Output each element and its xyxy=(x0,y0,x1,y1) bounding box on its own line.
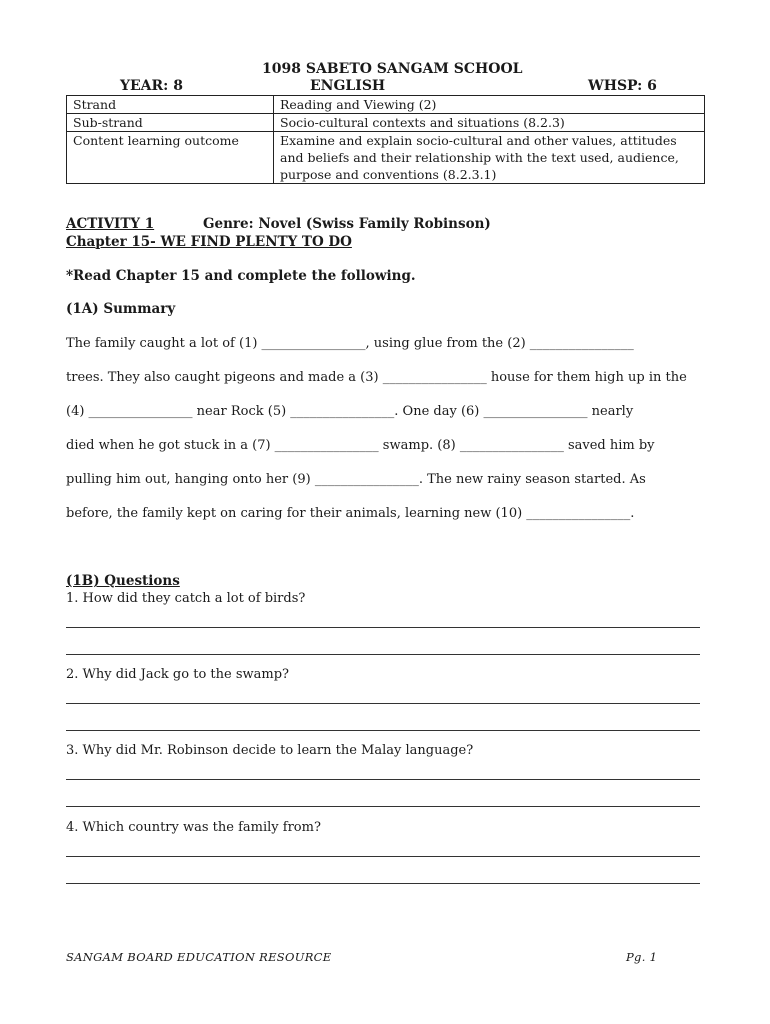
table-row xyxy=(67,132,705,184)
subject-label: ENGLISH xyxy=(310,78,386,94)
question-text: 1. How did they catch a lot of birds? xyxy=(66,591,306,606)
page-number: Pg. 1 xyxy=(626,950,658,964)
year-label: YEAR: 8 xyxy=(120,78,183,94)
footer-resource-label: SANGAM BOARD EDUCATION RESOURCE xyxy=(66,950,332,964)
activity-title: ACTIVITY 1 xyxy=(66,216,155,232)
answer-line[interactable] xyxy=(66,730,700,731)
chapter-title: Chapter 15- WE FIND PLENTY TO DO xyxy=(66,234,352,250)
summary-heading: (1A) Summary xyxy=(66,301,176,317)
question-text: 2. Why did Jack go to the swamp? xyxy=(66,667,289,682)
summary-line: The family caught a lot of (1) ________________, using glue from the (2) ________________ xyxy=(66,336,634,351)
answer-line[interactable] xyxy=(66,703,700,704)
answer-line[interactable] xyxy=(66,654,700,655)
questions-heading: (1B) Questions xyxy=(66,573,180,589)
table-cell-value: Socio-cultural contexts and situations (8.2.3) xyxy=(274,114,705,132)
answer-line[interactable] xyxy=(66,856,700,857)
table-cell-value: Reading and Viewing (2) xyxy=(274,96,705,114)
activity-genre: Genre: Novel (Swiss Family Robinson) xyxy=(203,216,491,232)
answer-line[interactable] xyxy=(66,779,700,780)
whsp-label: WHSP: 6 xyxy=(588,78,657,94)
summary-line: before, the family kept on caring for their animals, learning new (10) ________________. xyxy=(66,506,635,521)
table-cell-label: Content learning outcome xyxy=(67,132,274,184)
question-text: 3. Why did Mr. Robinson decide to learn the Malay language? xyxy=(66,743,474,758)
instruction-text: *Read Chapter 15 and complete the following. xyxy=(66,268,416,284)
table-cell-label: Strand xyxy=(67,96,274,114)
school-name: 1098 SABETO SANGAM SCHOOL xyxy=(262,61,523,77)
answer-line[interactable] xyxy=(66,806,700,807)
table-row xyxy=(67,114,705,132)
table-cell-value: Examine and explain socio-cultural and other values, attitudes and beliefs and their relationship with the text used, audience, purpose and conventions (8.2.3.1) xyxy=(274,132,705,184)
summary-line: died when he got stuck in a (7) ________________ swamp. (8) ________________ saved him by xyxy=(66,438,655,453)
table-row xyxy=(67,96,705,114)
answer-line[interactable] xyxy=(66,883,700,884)
summary-line: (4) ________________ near Rock (5) ________________. One day (6) ________________ nearly xyxy=(66,404,634,419)
answer-line[interactable] xyxy=(66,627,700,628)
curriculum-info-table xyxy=(66,95,705,184)
table-cell-label: Sub-strand xyxy=(67,114,274,132)
question-text: 4. Which country was the family from? xyxy=(66,820,321,835)
summary-line: trees. They also caught pigeons and made a (3) ________________ house for them high up in the xyxy=(66,370,687,385)
summary-line: pulling him out, hanging onto her (9) ________________. The new rainy season started. As xyxy=(66,472,646,487)
